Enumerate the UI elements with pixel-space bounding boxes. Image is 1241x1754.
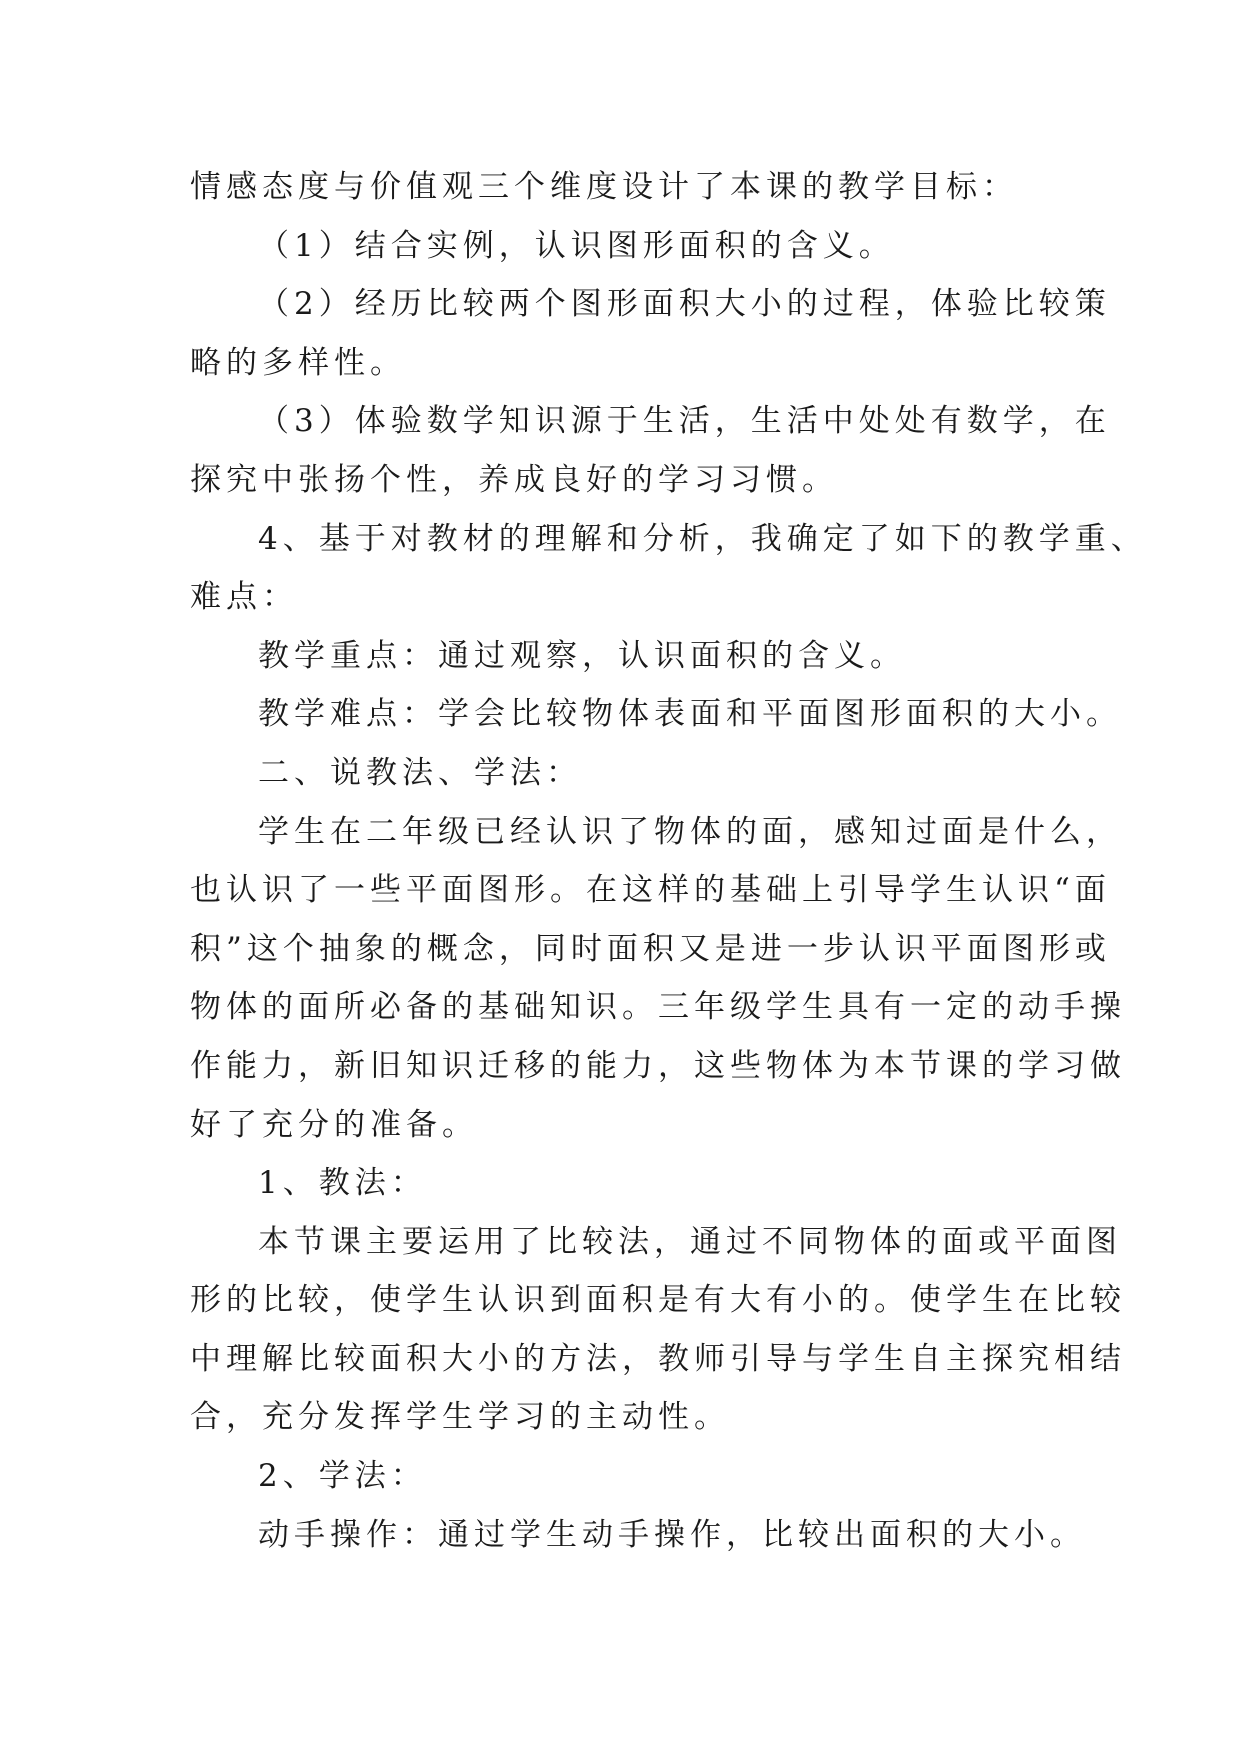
text-line: 略的多样性。	[190, 344, 406, 381]
section-heading: 二、说教法、学法：	[258, 754, 582, 791]
text-line: 难点：	[190, 579, 298, 616]
goal-item-2: （2）经历比较两个图形面积大小的过程，体验比较策	[258, 286, 1111, 323]
text-line: 情感态度与价值观三个维度设计了本课的教学目标：	[190, 169, 1018, 205]
paragraph-start: 学生在二年级已经认识了物体的面，感知过面是什么，	[258, 813, 1122, 850]
text-line: 形的比较，使学生认识到面积是有大有小的。使学生在比较	[190, 1282, 1126, 1319]
goal-item-1: （1）结合实例，认识图形面积的含义。	[258, 227, 895, 264]
paragraph-start: 动手操作：通过学生动手操作，比较出面积的大小。	[258, 1516, 1086, 1553]
goal-item-3: （3）体验数学知识源于生活，生活中处处有数学，在	[258, 403, 1111, 440]
section-heading: 4、基于对教材的理解和分析，我确定了如下的教学重、	[258, 520, 1147, 557]
text-line: 中理解比较面积大小的方法，教师引导与学生自主探究相结	[190, 1340, 1126, 1377]
key-point: 教学重点：通过观察，认识面积的含义。	[258, 637, 906, 674]
text-line: 合，充分发挥学生学习的主动性。	[190, 1399, 730, 1436]
body-text	[190, 158, 1147, 1564]
text-line: 好了充分的准备。	[190, 1106, 478, 1143]
section-heading: 2、学法：	[258, 1458, 427, 1495]
text-line: 探究中张扬个性，养成良好的学习习惯。	[190, 461, 838, 498]
difficult-point: 教学难点：学会比较物体表面和平面图形面积的大小。	[258, 696, 1122, 733]
text-line: 也认识了一些平面图形。在这样的基础上引导学生认识“面	[190, 872, 1111, 909]
section-heading: 1、教法：	[258, 1165, 427, 1202]
text-line: 积”这个抽象的概念，同时面积又是进一步认识平面图形或	[190, 930, 1111, 967]
text-line: 物体的面所必备的基础知识。三年级学生具有一定的动手操	[190, 989, 1126, 1026]
paragraph-start: 本节课主要运用了比较法，通过不同物体的面或平面图	[258, 1223, 1122, 1260]
text-line: 作能力，新旧知识迁移的能力，这些物体为本节课的学习做	[190, 1047, 1126, 1084]
